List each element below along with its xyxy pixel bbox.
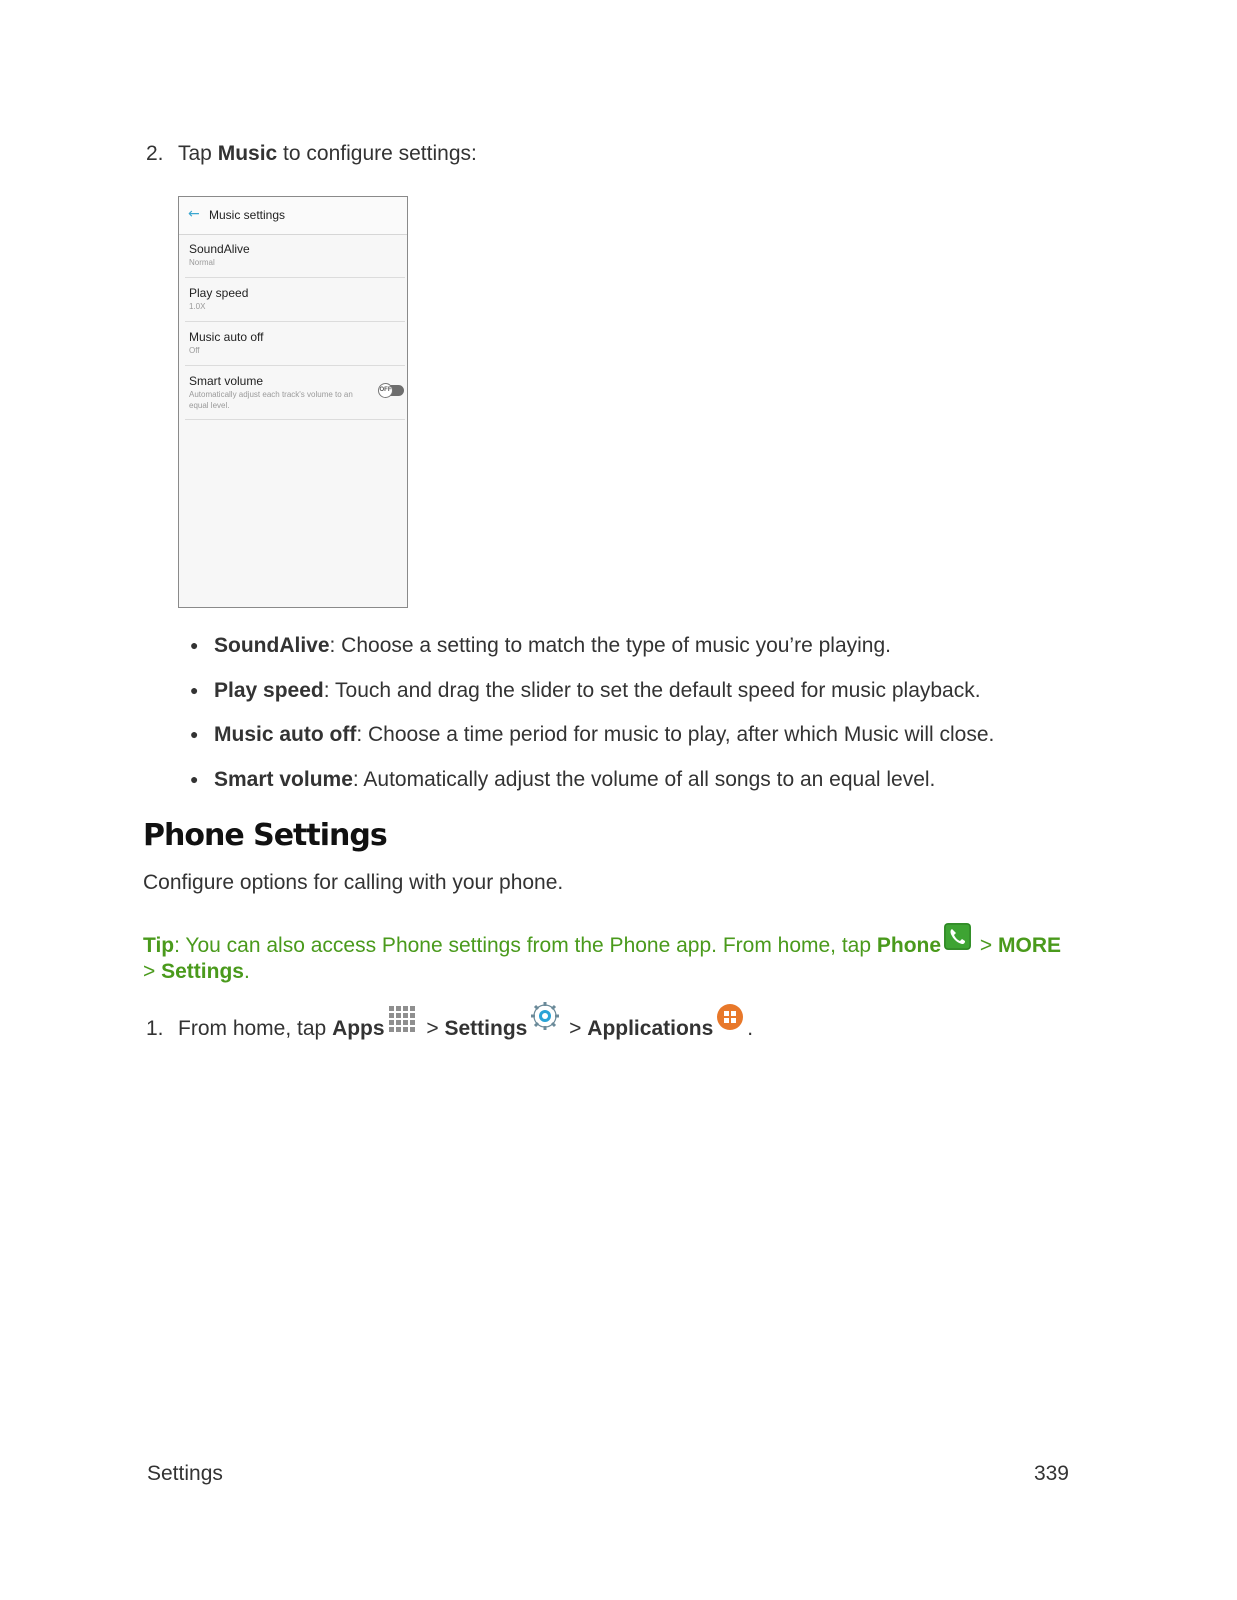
tip-sep: > bbox=[974, 934, 998, 957]
tip-sep: > bbox=[143, 960, 162, 983]
step-applications: Applications bbox=[587, 1017, 714, 1040]
bullet-term: SoundAlive bbox=[214, 634, 330, 657]
step-text-pre: From home, tap bbox=[178, 1017, 333, 1040]
tip-settings: Settings bbox=[161, 960, 244, 983]
phone-app-icon bbox=[944, 923, 971, 950]
setting-value: 1.0X bbox=[189, 302, 206, 311]
step-1 bbox=[146, 1001, 753, 1041]
tip-phone: Phone bbox=[876, 934, 942, 957]
bullet-dot: ● bbox=[190, 637, 199, 653]
setting-title: Smart volume bbox=[189, 374, 264, 388]
step-number: 1. bbox=[146, 1017, 164, 1040]
bullet-play-speed bbox=[190, 679, 981, 703]
tip-paragraph bbox=[143, 923, 1103, 985]
page-number: 339 bbox=[1033, 1462, 1069, 1485]
apps-grid-icon bbox=[388, 1005, 418, 1035]
step-apps: Apps bbox=[332, 1017, 385, 1040]
setting-value: Normal bbox=[189, 258, 215, 267]
bullet-dot: ● bbox=[190, 771, 199, 787]
step-2 bbox=[146, 142, 477, 166]
bullet-text: : Automatically adjust the volume of all songs to an equal level. bbox=[352, 768, 936, 791]
toggle-off-label: OFF bbox=[378, 383, 393, 398]
back-arrow-icon: ← bbox=[188, 206, 200, 222]
setting-row-music-auto-off bbox=[185, 322, 405, 366]
bullet-smart-volume bbox=[190, 768, 935, 792]
music-settings-screenshot bbox=[178, 196, 408, 608]
bullet-dot: ● bbox=[190, 726, 199, 742]
step-bold-music: Music bbox=[217, 142, 278, 165]
section-heading: Phone Settings bbox=[143, 818, 387, 853]
tip-text: : You can also access Phone settings from the Phone app. From home, tap bbox=[174, 934, 877, 957]
setting-title: Music auto off bbox=[189, 330, 264, 344]
bullet-dot: ● bbox=[190, 682, 199, 698]
step-sep: > bbox=[563, 1017, 588, 1040]
step-text-pre: Tap bbox=[178, 142, 218, 165]
step-number: 2. bbox=[146, 142, 164, 165]
screenshot-header bbox=[179, 197, 407, 235]
smart-volume-toggle bbox=[380, 385, 404, 396]
setting-title: Play speed bbox=[189, 286, 249, 300]
bullet-text: : Choose a time period for music to play, after which Music will close. bbox=[356, 723, 995, 746]
bullet-text: : Touch and drag the slider to set the default speed for music playback. bbox=[323, 679, 981, 702]
settings-gear-icon bbox=[530, 1001, 560, 1031]
bullet-term: Music auto off bbox=[214, 723, 357, 746]
tip-more: MORE bbox=[998, 934, 1061, 957]
setting-value: Off bbox=[189, 346, 200, 355]
footer-section: Settings bbox=[147, 1462, 223, 1485]
applications-icon bbox=[716, 1003, 744, 1031]
setting-row-smart-volume bbox=[185, 366, 405, 420]
step-sep: > bbox=[420, 1017, 445, 1040]
setting-description: Automatically adjust each track's volume to an equal level. bbox=[189, 390, 353, 410]
screenshot-title: Music settings bbox=[209, 208, 286, 222]
bullet-term: Play speed bbox=[214, 679, 324, 702]
setting-row-play-speed bbox=[185, 278, 405, 322]
step-text-post: to configure settings: bbox=[277, 142, 477, 165]
setting-title: SoundAlive bbox=[189, 242, 250, 256]
tip-end: . bbox=[243, 960, 250, 983]
bullet-soundalive bbox=[190, 634, 891, 658]
bullet-term: Smart volume bbox=[214, 768, 353, 791]
section-intro: Configure options for calling with your phone. bbox=[143, 871, 564, 894]
tip-label: Tip bbox=[143, 934, 175, 957]
step-settings: Settings bbox=[444, 1017, 528, 1040]
step-end: . bbox=[747, 1017, 754, 1040]
setting-row-soundalive bbox=[185, 235, 405, 278]
bullet-text: : Choose a setting to match the type of music you’re playing. bbox=[329, 634, 891, 657]
bullet-music-auto-off bbox=[190, 723, 994, 747]
